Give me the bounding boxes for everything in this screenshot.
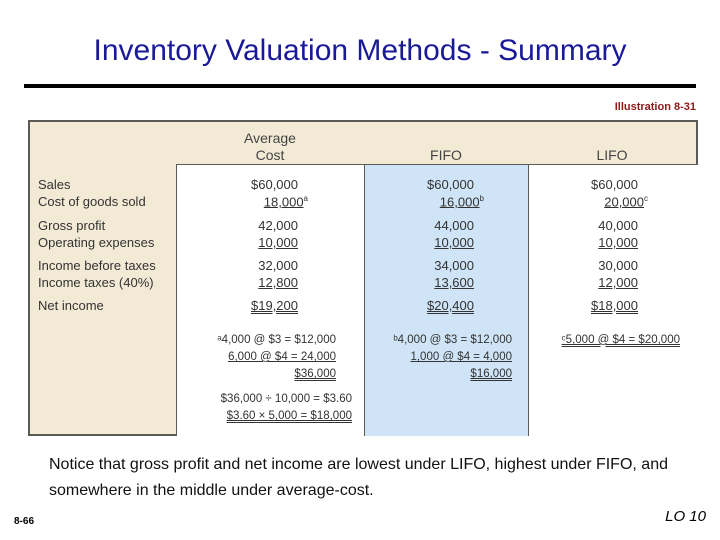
page-title: Inventory Valuation Methods - Summary <box>93 34 627 67</box>
header-fifo: FIFO <box>430 147 462 163</box>
fifo-opex: 10,000 <box>434 235 474 250</box>
summary-table <box>28 120 698 436</box>
lifo-gross: 40,000 <box>598 218 638 233</box>
label-cogs: Cost of goods sold <box>38 194 146 209</box>
fifo-cogs: 16,000$^b$ <box>439 194 484 210</box>
lifo-ibt: 30,000 <box>598 258 638 273</box>
footnote-avg-calc: ᵃ4,000 @ $3 = $12,000 6,000 @ $4 = 24,000 $36,000 <box>217 334 336 380</box>
fifo-gross: 44,000 <box>434 218 474 233</box>
header-lifo: LIFO <box>596 147 628 163</box>
label-gross: Gross profit <box>38 218 106 233</box>
col-divider <box>176 164 177 436</box>
title-rule <box>24 84 696 88</box>
avg-net: $19,200 <box>251 298 298 313</box>
fifo-net: $20,400 <box>427 298 474 313</box>
lifo-tax: 12,000 <box>598 275 638 290</box>
lifo-net: $18,000 <box>591 298 638 313</box>
avg-cogs: 18,000$^a$ <box>263 194 308 210</box>
illustration-label: Illustration 8-31 <box>614 101 696 113</box>
footnote-fifo-calc: ᵇ4,000 @ $3 = $12,000 1,000 @ $4 = 4,000 $16,000 <box>393 334 512 380</box>
header-avg: Average Cost <box>244 130 296 163</box>
label-net: Net income <box>38 298 104 313</box>
fifo-tax: 13,600 <box>434 275 474 290</box>
fifo-ibt: 34,000 <box>434 258 474 273</box>
label-opex: Operating expenses <box>38 235 155 250</box>
avg-sales: $60,000 <box>251 177 298 192</box>
avg-ibt: 32,000 <box>258 258 298 273</box>
lifo-opex: 10,000 <box>598 235 638 250</box>
label-tax: Income taxes (40%) <box>38 275 154 290</box>
lifo-cogs: 20,000$^c$ <box>604 194 648 210</box>
col-divider <box>528 164 529 436</box>
learning-objective: LO 10 <box>665 508 706 525</box>
avg-gross: 42,000 <box>258 218 298 233</box>
fifo-sales: $60,000 <box>427 177 474 192</box>
avg-opex: 10,000 <box>258 235 298 250</box>
avg-tax: 12,800 <box>258 275 298 290</box>
header-divider <box>176 164 698 165</box>
page-number: 8-66 <box>14 516 35 527</box>
footnote-avg-unit-cost: $36,000 ÷ 10,000 = $3.60 $3.60 × 5,000 = $18,000 <box>220 393 352 422</box>
label-sales: Sales <box>38 177 71 192</box>
footer-note: Notice that gross profit and net income are lowest under LIFO, highest under FIFO, and somewhere in the middle under average-cost. <box>49 456 668 499</box>
col-divider <box>364 164 365 436</box>
label-ibt: Income before taxes <box>38 258 156 273</box>
lifo-sales: $60,000 <box>591 177 638 192</box>
footnote-lifo-calc: ᶜ5,000 @ $4 = $20,000 <box>561 334 680 346</box>
